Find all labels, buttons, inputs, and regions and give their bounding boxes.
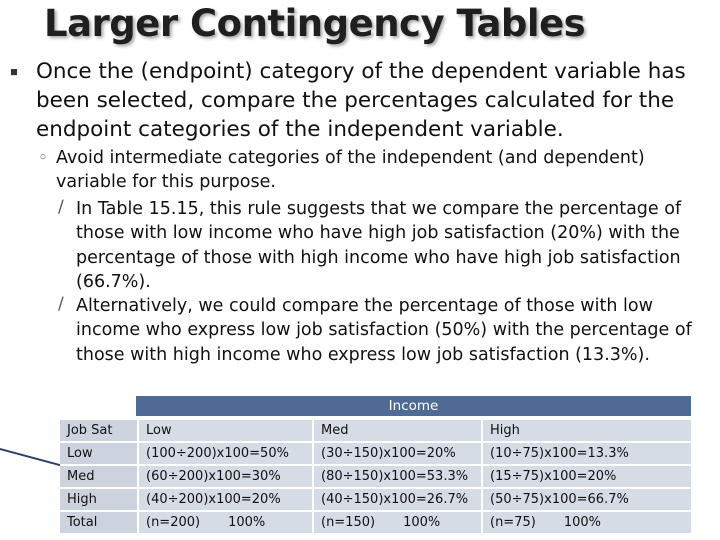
slash-bullet-icon: ∕	[58, 294, 64, 314]
column-header-job-sat: Job Sat	[60, 420, 139, 441]
bullet-text: Avoid intermediate categories of the independent (and dependent) variable for this purpose.	[56, 148, 645, 192]
row-label: High	[60, 489, 139, 510]
column-header-high: High	[483, 420, 691, 441]
bullet-text: Once the (endpoint) category of the dependent variable has been selected, compare the percentages calculated for the endpoint categories of the independent variable.	[36, 59, 686, 142]
total-cell-high	[483, 512, 691, 533]
bullet-marker-icon: ◾	[10, 65, 19, 78]
table-cell: (80÷150)x100=53.3%	[314, 466, 483, 487]
total-n: (n=150)	[321, 515, 376, 530]
contingency-table	[60, 418, 691, 535]
total-percent: 100%	[403, 515, 441, 530]
table-header-row	[60, 420, 691, 441]
circle-bullet-icon: ◦	[38, 148, 49, 168]
table-cell: (10÷75)x100=13.3%	[483, 443, 691, 464]
table-cell: (100÷200)x100=50%	[139, 443, 314, 464]
bullet-level2	[38, 146, 710, 194]
total-cell-med	[314, 512, 483, 533]
table-row	[60, 466, 691, 487]
bullet-text: In Table 15.15, this rule suggests that we compare the percentage of those with low income who have high job satisfaction (20%) with the percentage of those with high income who have high job satisfaction (66.7%).	[76, 199, 682, 292]
bullet-level3	[58, 294, 718, 367]
total-n: (n=200)	[146, 515, 201, 530]
total-percent: 100%	[563, 515, 601, 530]
table-row	[60, 489, 691, 510]
table-total-row	[60, 512, 691, 533]
table-cell: (60÷200)x100=30%	[139, 466, 314, 487]
table-cell: (15÷75)x100=20%	[483, 466, 691, 487]
table-cell: (40÷200)x100=20%	[139, 489, 314, 510]
table-row	[60, 443, 691, 464]
bullet-level3	[58, 197, 718, 294]
table-cell: (40÷150)x100=26.7%	[314, 489, 483, 510]
row-label: Med	[60, 466, 139, 487]
row-label: Total	[60, 512, 139, 533]
total-cell-low	[139, 512, 314, 533]
slide-title: Larger Contingency Tables	[44, 2, 586, 45]
income-group-header: Income	[136, 396, 691, 416]
total-percent: 100%	[228, 515, 266, 530]
table-cell: (50÷75)x100=66.7%	[483, 489, 691, 510]
column-header-low: Low	[139, 420, 314, 441]
total-n: (n=75)	[490, 515, 536, 530]
bullet-text: Alternatively, we could compare the percentage of those with low income who express low job satisfaction (50%) with the percentage of those with high income who express low job satisfaction (13.3%).	[76, 296, 692, 365]
decorative-line	[0, 448, 60, 506]
column-header-med: Med	[314, 420, 483, 441]
table-cell: (30÷150)x100=20%	[314, 443, 483, 464]
bullet-level1	[10, 57, 700, 144]
row-label: Low	[60, 443, 139, 464]
slash-bullet-icon: ∕	[58, 197, 64, 217]
